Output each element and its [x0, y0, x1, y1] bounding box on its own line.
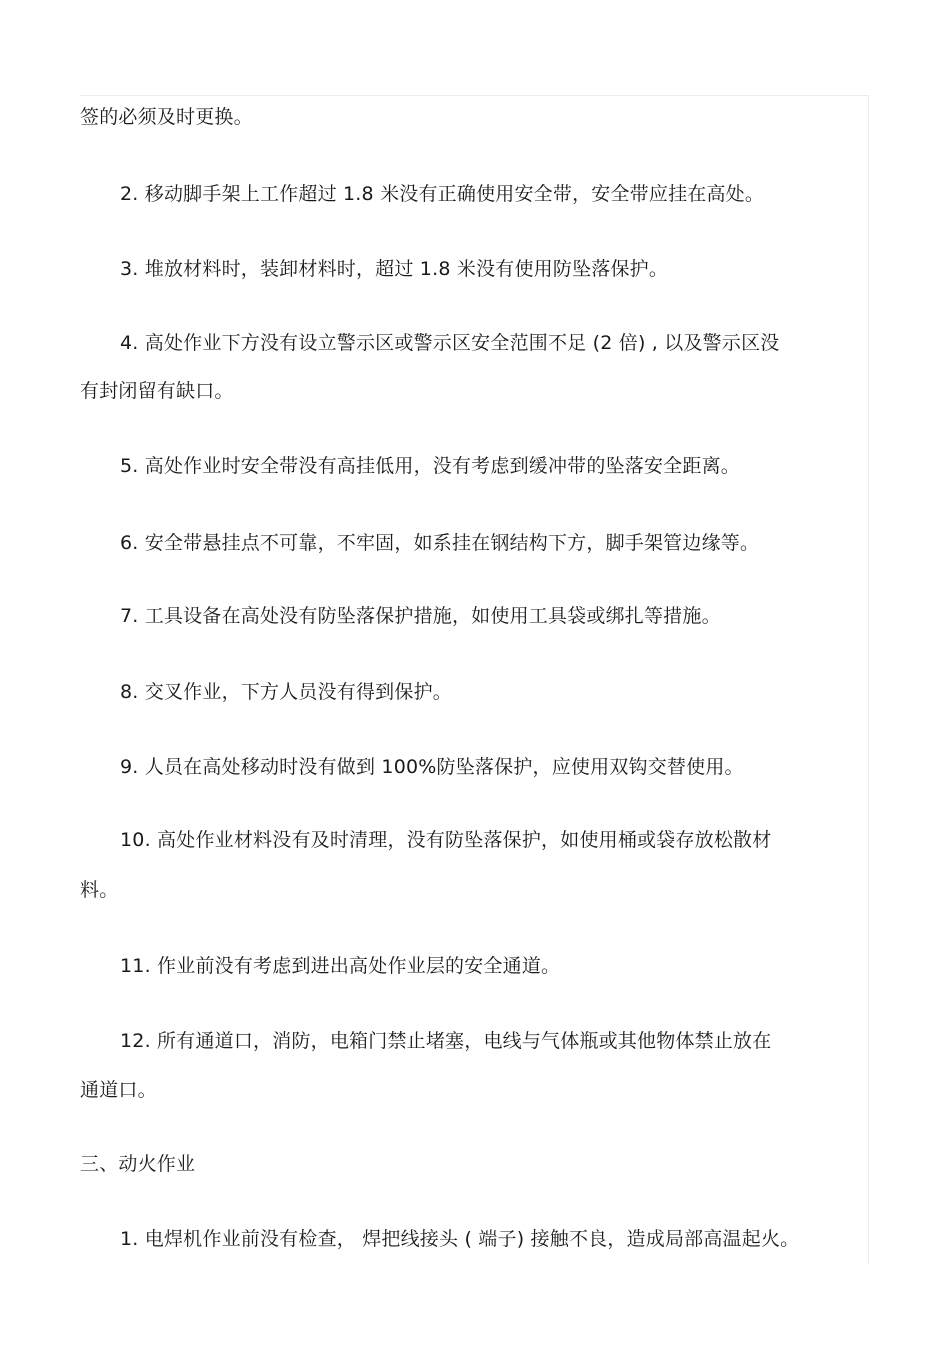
list-item-11: 11. 作业前没有考虑到进出高处作业层的安全通道。 [120, 955, 561, 977]
list-item-12: 12. 所有通道口，消防，电箱门禁止堵塞，电线与气体瓶或其他物体禁止放在 [120, 1030, 772, 1052]
paragraph-continuation: 签的必须及时更换。 [80, 106, 253, 128]
list-item-7: 7. 工具设备在高处没有防坠落保护措施，如使用工具袋或绑扎等措施。 [120, 605, 721, 627]
list-item-4: 4. 高处作业下方没有设立警示区或警示区安全范围不足 (2 倍) , 以及警示区没 [120, 332, 780, 354]
list-item-6: 6. 安全带悬挂点不可靠，不牢固，如系挂在钢结构下方，脚手架管边缘等。 [120, 532, 760, 554]
list-item-5: 5. 高处作业时安全带没有高挂低用，没有考虑到缓冲带的坠落安全距离。 [120, 455, 740, 477]
list-item-3: 3. 堆放材料时，装卸材料时，超过 1.8 米没有使用防坠落保护。 [120, 258, 669, 280]
list-item-2: 2. 移动脚手架上工作超过 1.8 米没有正确使用安全带，安全带应挂在高处。 [120, 183, 765, 205]
list-item-8: 8. 交叉作业，下方人员没有得到保护。 [120, 681, 452, 703]
list-item-9: 9. 人员在高处移动时没有做到 100%防坠落保护，应使用双钩交替使用。 [120, 756, 744, 778]
list-item-10: 10. 高处作业材料没有及时清理，没有防坠落保护，如使用桶或袋存放松散材 [120, 829, 772, 851]
list-item-10-continuation: 料。 [80, 879, 119, 901]
list-item-12-continuation: 通道口。 [80, 1079, 157, 1101]
section-item-1: 1. 电焊机作业前没有检查， 焊把线接头 ( 端子) 接触不良，造成局部高温起火。 [120, 1228, 800, 1250]
list-item-4-continuation: 有封闭留有缺口。 [80, 380, 234, 402]
section-heading: 三、动火作业 [80, 1153, 196, 1175]
